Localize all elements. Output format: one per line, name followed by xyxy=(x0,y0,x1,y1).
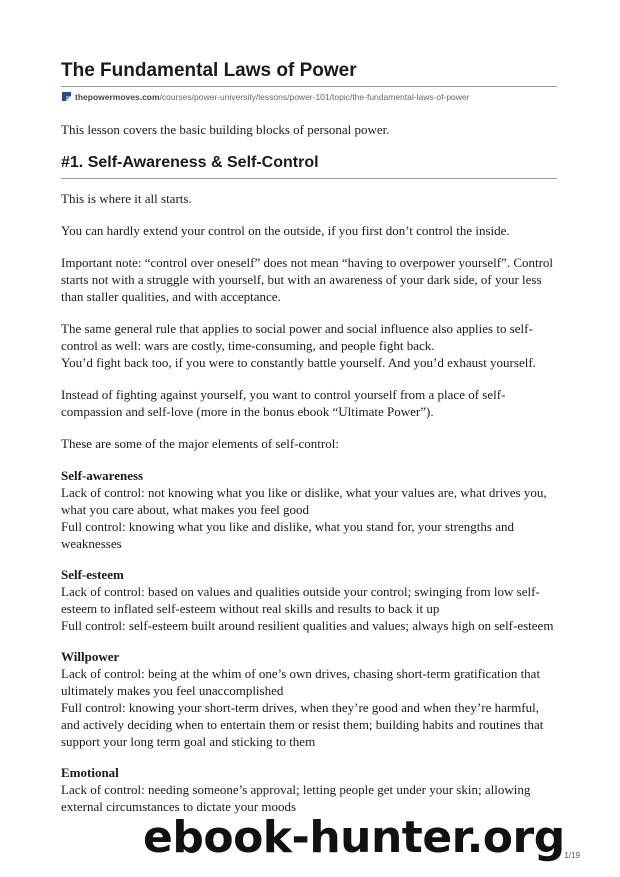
paragraph xyxy=(61,320,557,371)
intro-paragraph: This lesson covers the basic building blocks of personal power. xyxy=(61,122,390,137)
element-title: Emotional xyxy=(61,765,119,780)
element-title: Willpower xyxy=(61,649,120,664)
lesson-body xyxy=(61,121,557,829)
page-title: The Fundamental Laws of Power xyxy=(61,60,357,81)
url-domain: thepowermoves.com xyxy=(75,91,160,102)
full-control: Full control: knowing your short-term drives, when they’re good and when they’re harmful, and actively deciding when to entertain them or resist them; building habits and routines that support your long term goal and sticking to them xyxy=(61,700,544,749)
paragraph-line: The same general rule that applies to social power and social influence also applies to self-control as well: wars are costly, time-consuming, and people fight back. xyxy=(61,321,533,353)
lack-of-control: Lack of control: being at the whim of one’s own drives, chasing short-term gratification that ultimately makes you feel unaccomplished xyxy=(61,666,541,698)
element-willpower xyxy=(61,648,557,750)
lack-of-control: Lack of control: not knowing what you like or dislike, what your values are, what drives you, what you care about, what makes you feel good xyxy=(61,485,547,517)
paragraph: You can hardly extend your control on the outside, if you first don’t control the inside. xyxy=(61,223,510,238)
paragraph-line: You’d fight back too, if you were to constantly battle yourself. And you’d exhaust yourself. xyxy=(61,355,536,370)
lack-of-control: Lack of control: based on values and qualities outside your control; swinging from low self-esteem to inflated self-esteem without real skills and results to back it up xyxy=(61,584,540,616)
thepowermoves-logo-icon xyxy=(61,91,72,102)
element-self-awareness xyxy=(61,467,557,552)
lack-of-control: Lack of control: needing someone’s approval; letting people get under your skin; allowing external circumstances to dictate your moods xyxy=(61,782,531,814)
paragraph: Instead of fighting against yourself, you want to control yourself from a place of self-compassion and self-love (more in the bonus ebook “Ultimate Power”). xyxy=(61,387,506,419)
url-path: /courses/power-university/lessons/power-101/topic/the-fundamental-laws-of-power xyxy=(159,91,470,102)
full-control: Full control: self-esteem built around resilient qualities and values; always high on self-esteem xyxy=(61,618,554,633)
element-title: Self-esteem xyxy=(61,567,124,582)
paragraph: This is where it all starts. xyxy=(61,191,192,206)
paragraph: These are some of the major elements of self-control: xyxy=(61,436,339,451)
title-divider xyxy=(61,86,557,87)
full-control: Full control: knowing what you like and dislike, what you stand for, your strengths and weaknesses xyxy=(61,519,514,551)
element-self-esteem xyxy=(61,566,557,634)
section-heading: #1. Self-Awareness & Self-Control xyxy=(61,153,557,179)
paragraph: Important note: “control over oneself” does not mean “having to overpower yourself”. Control starts not with a struggle with yourself, but with an awareness of your dark side, of your less than staller qualities, and with acceptance. xyxy=(61,255,554,304)
watermark: ebook-hunter.org xyxy=(143,812,565,863)
source-url[interactable] xyxy=(61,91,469,102)
element-title: Self-awareness xyxy=(61,468,144,483)
page-number: 1/19 xyxy=(564,851,580,860)
element-emotional xyxy=(61,764,557,815)
